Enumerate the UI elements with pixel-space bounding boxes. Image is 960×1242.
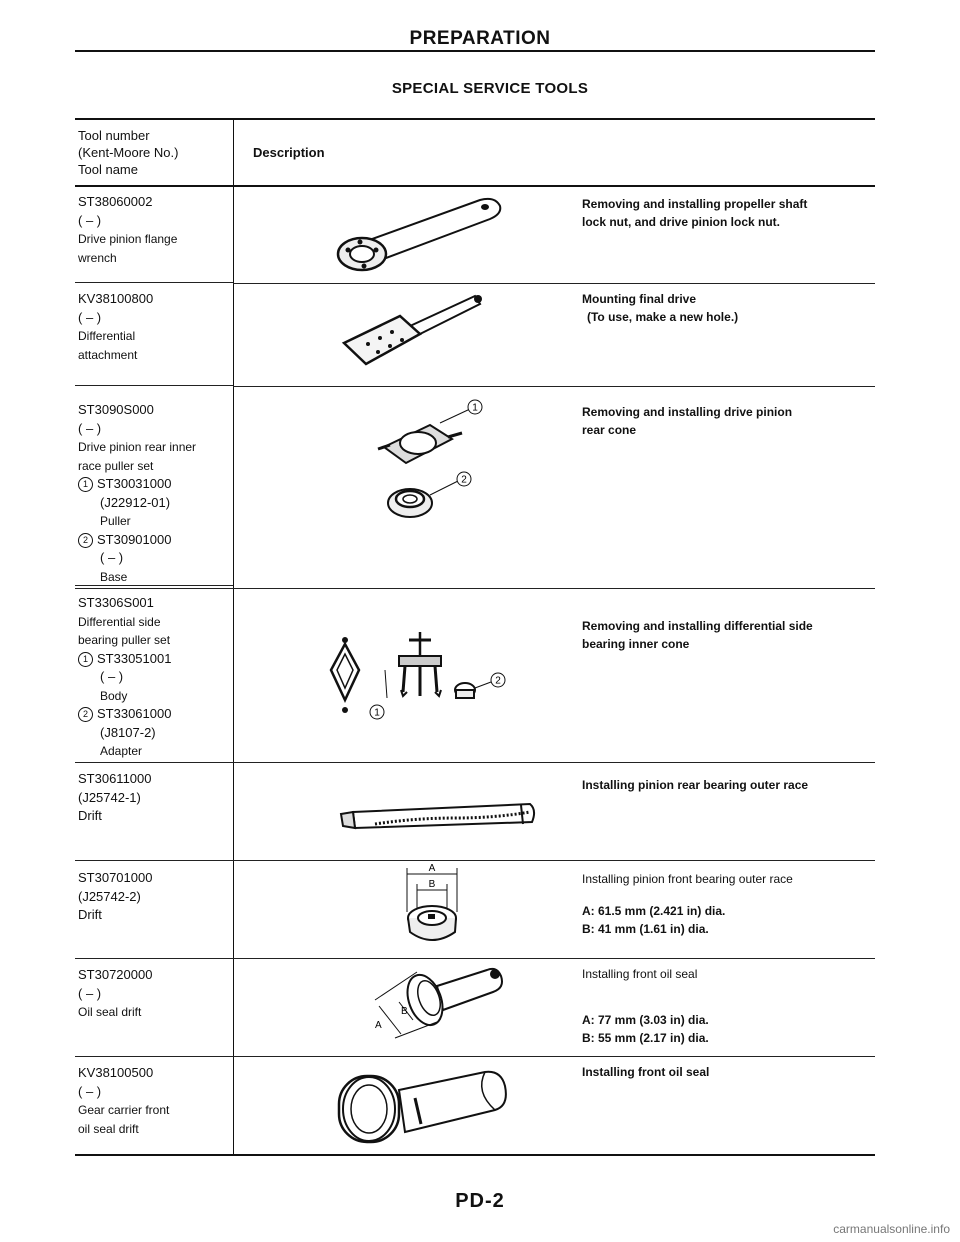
tool-number: ST3090S000 (78, 402, 154, 417)
row-separator (233, 958, 875, 959)
kent-moore-number: ( – ) (100, 669, 124, 684)
tool-entry-kv38100800 (78, 290, 153, 364)
tool-number: ST3306S001 (78, 595, 154, 610)
tool-number: ST38060002 (78, 194, 153, 209)
tool-entry-st38060002 (78, 193, 177, 267)
row-separator (233, 860, 875, 861)
table-top-rule (75, 118, 875, 120)
dimension-b: B: 41 mm (1.61 in) dia. (582, 922, 709, 936)
table-bottom-rule (75, 1154, 875, 1156)
tool-name-line: Differential (78, 329, 136, 343)
sub-tool-number: ST30031000 (97, 476, 172, 491)
row-separator (75, 1056, 233, 1057)
sub-tool-number: ST33051001 (97, 650, 172, 666)
tool-name-line: Differential side (78, 614, 161, 629)
description-row-5 (582, 776, 882, 794)
title-rule (75, 50, 875, 52)
tool-number: KV38100500 (78, 1065, 154, 1080)
sub-tool-name: Adapter (100, 744, 143, 758)
sub-tool-name: Body (100, 688, 128, 703)
dimension-a: A: 61.5 mm (2.421 in) dia. (582, 904, 726, 918)
kent-moore-number: ( – ) (100, 550, 124, 565)
description-row-1 (582, 195, 882, 231)
tool-entry-kv38100500 (78, 1064, 169, 1138)
tool-name-line: attachment (78, 347, 138, 362)
description-row-4 (582, 617, 882, 653)
tool-name-line: Drive pinion rear inner (78, 440, 197, 454)
kent-moore-number: ( – ) (78, 1083, 102, 1099)
tool-name-line: bearing puller set (78, 633, 171, 647)
description-row-6 (582, 870, 882, 938)
flange-wrench-drawing (330, 192, 530, 277)
tool-number: ST30720000 (78, 967, 153, 982)
tool-entry-st3090s000 (78, 401, 196, 586)
tool-column-header (78, 127, 178, 178)
tool-name-line: Gear carrier front (78, 1103, 170, 1117)
row-separator (75, 958, 233, 959)
kent-moore-number: ( – ) (78, 212, 102, 228)
dimension-a: A: 77 mm (3.03 in) dia. (582, 1013, 709, 1027)
page-number: PD-2 (455, 1190, 505, 1212)
callout-2-label: 2 (461, 474, 467, 486)
tool-name-line: Drive pinion flange (78, 232, 178, 246)
dimension-a-label: A (428, 863, 436, 874)
tool-entry-st3306s001 (78, 594, 171, 761)
sub-tool-name: Puller (100, 514, 131, 528)
header-line: (Kent-Moore No.) (78, 145, 179, 160)
row-separator (233, 386, 875, 387)
differential-attachment-drawing (340, 288, 490, 368)
page-title: PREPARATION (409, 28, 551, 49)
tool-entry-st30701000 (78, 869, 152, 925)
row-separator (233, 1056, 875, 1057)
callout-2-icon: 2 (78, 707, 93, 722)
description-line: Removing and installing differential side (582, 619, 813, 633)
row-separator (233, 283, 875, 284)
callout-1-label: 1 (472, 402, 478, 414)
description-line: lock nut, and drive pinion lock nut. (582, 215, 781, 229)
description-row-3 (582, 403, 882, 439)
description-line: Installing front oil seal (582, 1065, 710, 1079)
tool-entry-st30720000 (78, 966, 152, 1022)
page-subtitle: SPECIAL SERVICE TOOLS (391, 80, 589, 97)
row-separator (75, 585, 233, 586)
sub-tool-number: ST30901000 (97, 531, 172, 547)
tool-number: ST30701000 (78, 870, 153, 885)
kent-moore-number: (J25742-2) (78, 888, 141, 904)
description-line: Installing front oil seal (582, 967, 698, 981)
description-row-7 (582, 965, 882, 1047)
kent-moore-number: (J22912-01) (100, 494, 171, 510)
oil-seal-drift-drawing (365, 960, 525, 1055)
sub-tool-number: ST33061000 (97, 706, 172, 721)
tool-name-line: Oil seal drift (78, 1005, 142, 1019)
sub-tool-name: Base (100, 569, 128, 584)
description-line: bearing inner cone (582, 637, 690, 651)
tool-number: KV38100800 (78, 291, 154, 306)
tool-name-line: Drift (78, 907, 102, 922)
callout-1-icon: 1 (78, 477, 93, 492)
callout-2-label: 2 (495, 675, 501, 687)
kent-moore-number: ( – ) (78, 420, 102, 436)
header-line: Tool name (78, 162, 138, 177)
tool-entry-st30611000 (78, 770, 152, 826)
tool-name-line: Drift (78, 808, 102, 823)
callout-1-icon: 1 (78, 652, 93, 667)
header-line: Tool number (78, 128, 150, 143)
row-separator (75, 762, 233, 763)
bearing-drift-dimension-drawing (405, 860, 465, 945)
description-line: (To use, make a new hole.) (587, 310, 739, 324)
tool-name-line: race puller set (78, 458, 154, 473)
row-separator (75, 588, 875, 589)
pinion-race-puller-drawing (370, 395, 500, 525)
front-oil-seal-drift-drawing (335, 1062, 525, 1152)
kent-moore-number: ( – ) (78, 309, 102, 325)
dimension-b: B: 55 mm (2.17 in) dia. (582, 1031, 709, 1045)
tool-name-line: wrench (78, 250, 117, 265)
callout-2-icon: 2 (78, 533, 93, 548)
tool-name-line: oil seal drift (78, 1121, 139, 1136)
kent-moore-number: (J8107-2) (100, 724, 156, 740)
description-line: Removing and installing drive pinion (582, 405, 793, 419)
watermark: carmanualsonline.info (833, 1222, 950, 1236)
dimension-b-label: B (428, 879, 436, 890)
side-bearing-puller-drawing (325, 630, 525, 725)
description-row-2 (582, 290, 882, 326)
description-line: Mounting final drive (582, 292, 696, 306)
dimension-b-label: B (401, 1006, 408, 1017)
kent-moore-number: ( – ) (78, 985, 102, 1001)
header-rule (75, 185, 875, 187)
description-row-8 (582, 1063, 882, 1081)
description-column-header: Description (253, 145, 325, 160)
tool-number: ST30611000 (78, 771, 152, 786)
row-separator (75, 385, 233, 386)
row-separator (75, 860, 233, 861)
description-line: Installing pinion rear bearing outer race (582, 778, 809, 792)
kent-moore-number: (J25742-1) (78, 789, 141, 805)
callout-1-label: 1 (374, 707, 380, 719)
description-line: Removing and installing propeller shaft (582, 197, 808, 211)
description-line: rear cone (582, 423, 637, 437)
dimension-a-label: A (375, 1020, 382, 1031)
description-line: Installing pinion front bearing outer race (582, 872, 793, 886)
column-divider (233, 118, 234, 1155)
row-separator (233, 762, 875, 763)
drift-bar-drawing (335, 800, 540, 832)
row-separator (75, 282, 233, 283)
